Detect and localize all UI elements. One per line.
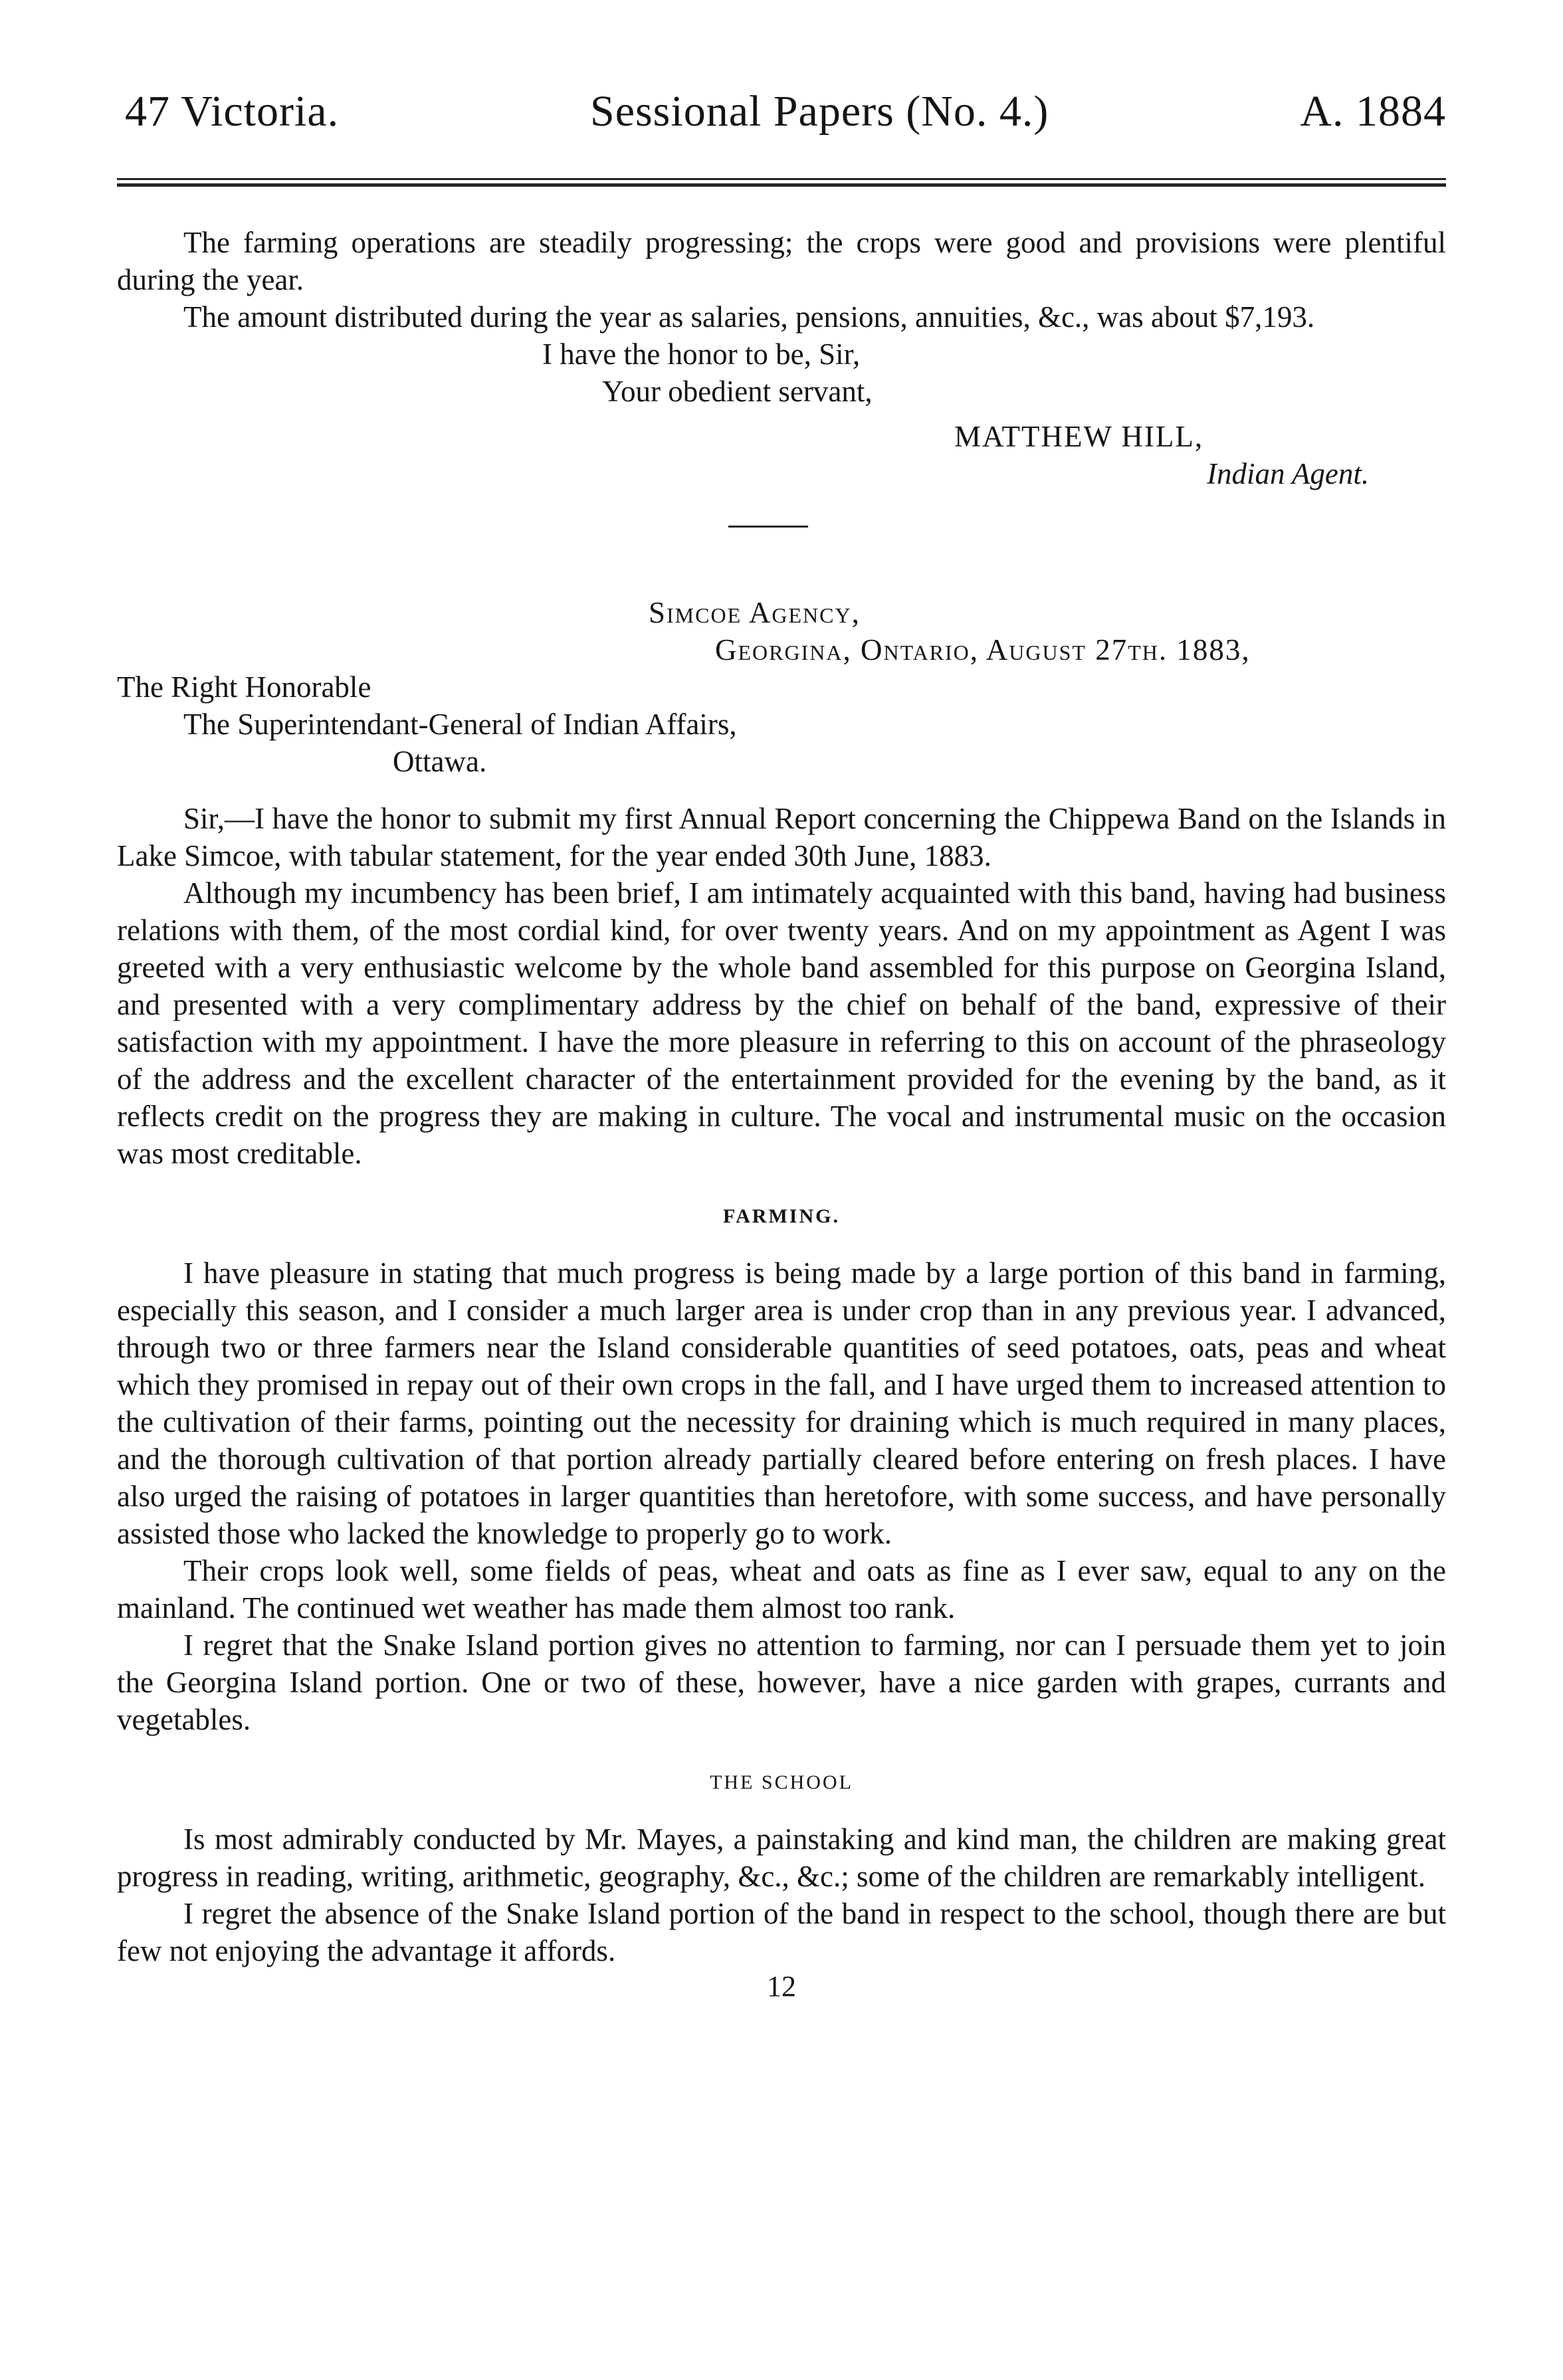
letter-heading: [117, 594, 1446, 780]
section-divider: [728, 526, 808, 528]
school-heading: THE SCHOOL: [710, 1771, 853, 1793]
school-paragraph-1: Is most admirably conducted by Mr. Mayes, a painstaking and kind man, the children are making great progress in reading, writing, arithmetic, geography, &c., &c.; some of the children are remarkably intelligent.: [117, 1823, 1446, 1893]
signature-name: MATTHEW HILL,: [954, 420, 1204, 453]
addressee-line-2: The Superintendant-General of Indian Affairs,: [183, 708, 737, 741]
farming-paragraph-3: I regret that the Snake Island portion gives no attention to farming, nor can I persuade them yet to join the Georgina Island portion. One or two of these, however, have a nice garden with grapes, currants and vegetables.: [117, 1629, 1446, 1736]
addressee-line-3: Ottawa.: [393, 745, 487, 778]
farming-heading: FARMING.: [723, 1205, 840, 1227]
intro-paragraph-1: The farming operations are steadily progressing; the crops were good and provisions were plentiful during the year.: [117, 226, 1446, 296]
letter-paragraph-2: Although my incumbency has been brief, I am intimately acquainted with this band, having had business relations with them, of the most cordial kind, for over twenty years. And on my appointment as Agent I was greeted with a very enthusiastic welcome by the whole band assembled for this purpose on Georgina Island, and presented with a very complimentary address by the chief on behalf of the band, expressive of their satisfaction with my appointment. I have the more pleasure in referring to this on account of the phraseology of the address and the excellent character of the entertainment provided for the evening by the band, as it reflects credit on the progress they are making in culture. The vocal and instrumental music on the occasion was most creditable.: [117, 876, 1446, 1170]
header-year: A. 1884: [1300, 87, 1446, 136]
closing-line-2: Your obedient servant,: [602, 375, 873, 408]
intro-paragraph-2: The amount distributed during the year as salaries, pensions, annuities, &c., was about $7,193.: [183, 300, 1315, 334]
farming-paragraph-2: Their crops look well, some fields of peas, wheat and oats as fine as I ever saw, equal to any on the mainland. The continued wet weather has made them almost too rank.: [117, 1554, 1446, 1625]
signature-title: Indian Agent.: [1207, 457, 1370, 490]
letter-paragraph-1: Sir,—I have the honor to submit my first Annual Report concerning the Chippewa Band on the Islands in Lake Simcoe, with tabular statement, for the year ended 30th June, 1883.: [117, 802, 1446, 872]
page-number: 12: [767, 1970, 796, 2003]
closing-block: [117, 336, 1446, 492]
header-volume: 47 Victoria.: [125, 87, 340, 136]
document-page: [117, 86, 1446, 2003]
header-rule: [117, 178, 1446, 187]
running-header: [117, 86, 1446, 137]
school-paragraph-2: I regret the absence of the Snake Island portion of the band in respect to the school, though there are but few not enjoying the advantage it affords.: [117, 1897, 1446, 1967]
addressee-line-1: The Right Honorable: [117, 670, 371, 704]
header-title: Sessional Papers (No. 4.): [590, 87, 1049, 136]
place-date: Georgina, Ontario, August 27th. 1883,: [715, 633, 1251, 666]
agency-name: Simcoe Agency,: [649, 596, 861, 629]
farming-paragraph-1: I have pleasure in stating that much progress is being made by a large portion of this band in farming, especially this season, and I consider a much larger area is under crop than in any previous year. I advanced, through two or three farmers near the Island considerable quantities of seed potatoes, oats, peas and wheat which they promised in repay out of their own crops in the fall, and I have urged them to increased attention to the cultivation of their farms, pointing out the necessity for draining which is much required in many places, and the thorough cultivation of that portion already partially cleared before entering on fresh places. I have also urged the raising of potatoes in larger quantities than heretofore, with some success, and have personally assisted those who lacked the knowledge to properly go to work.: [117, 1256, 1446, 1550]
closing-line-1: I have the honor to be, Sir,: [542, 338, 861, 371]
